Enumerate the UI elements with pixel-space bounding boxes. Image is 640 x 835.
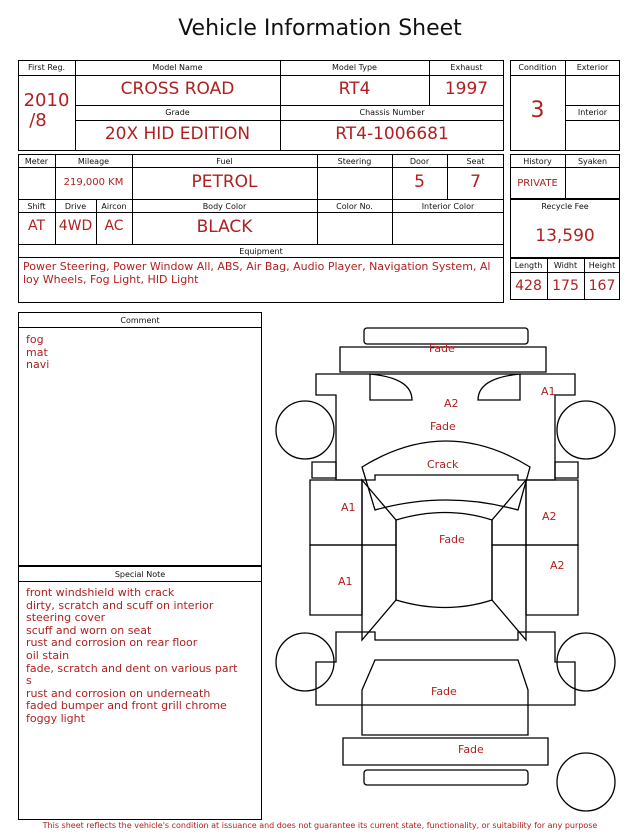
note-line: scuff and worn on seat <box>26 623 152 637</box>
right-mirror <box>555 462 578 478</box>
equipment-label: Equipment <box>239 247 283 256</box>
special-note-label: Special Note <box>114 570 166 579</box>
mark-right-front-door: A2 <box>542 510 557 523</box>
note-line: fade, scratch and dent on various part <box>26 661 238 675</box>
color-no-label: Color No. <box>336 202 373 211</box>
comment-line: fog <box>26 333 44 346</box>
note-line: s <box>26 674 32 688</box>
mileage-value: 219,000 KM <box>63 177 124 188</box>
fuel-value: PETROL <box>191 172 258 192</box>
mark-windshield: Crack <box>427 458 459 471</box>
right-rear-door-shape <box>526 545 578 615</box>
length-value: 428 <box>515 278 542 294</box>
equipment-line: Power Steering, Power Window All, ABS, Air Bag, Audio Player, Navigation System, Al <box>23 260 491 273</box>
model-name-value: CROSS ROAD <box>120 79 235 99</box>
seat-value: 7 <box>470 172 481 192</box>
comment-line: mat <box>26 345 48 359</box>
steering-label: Steering <box>337 157 372 166</box>
mark-front-bumper: Fade <box>429 342 455 355</box>
note-line: dirty, scratch and scuff on interior <box>26 598 214 612</box>
right-window-front <box>492 480 526 545</box>
left-rear-door-shape <box>310 545 362 615</box>
grade-value: 20X HID EDITION <box>104 124 251 144</box>
equipment-line: loy Wheels, Fog Light, HID Light <box>23 272 199 286</box>
rear-bumper-strip <box>364 770 528 785</box>
width-value: 175 <box>552 278 579 294</box>
note-line: steering cover <box>26 611 106 625</box>
drive-value: 4WD <box>58 218 93 234</box>
shift-label: Shift <box>27 202 46 211</box>
condition-value: 3 <box>530 98 545 123</box>
first-reg-year: 2010 <box>23 90 70 111</box>
body-color-value: BLACK <box>196 217 253 237</box>
exterior-label: Exterior <box>576 63 609 72</box>
mark-left-rear-door: A1 <box>338 575 353 588</box>
left-window-front <box>362 480 396 545</box>
mark-rear-bumper: Fade <box>458 743 484 756</box>
height-label: Height <box>588 261 616 270</box>
exhaust-label: Exhaust <box>450 63 483 72</box>
car-damage-diagram <box>268 320 628 820</box>
door-value: 5 <box>414 172 425 192</box>
front-right-wheel <box>557 401 615 459</box>
note-line: rust and corrosion on underneath <box>26 686 211 700</box>
length-label: Length <box>514 261 543 270</box>
width-label: Widht <box>553 261 578 270</box>
condition-label: Condition <box>518 63 557 72</box>
first-reg-label: First Reg. <box>27 63 66 72</box>
fuel-label: Fuel <box>216 157 233 166</box>
note-line: foggy light <box>26 711 85 725</box>
note-line: oil stain <box>26 648 70 662</box>
model-type-value: RT4 <box>338 79 371 99</box>
mark-hood-front: A2 <box>444 397 459 410</box>
model-name-label: Model Name <box>152 63 203 72</box>
rear-bumper-shape <box>343 738 548 765</box>
history-value: PRIVATE <box>517 178 558 189</box>
mark-right-rear-door: A2 <box>550 559 565 572</box>
model-type-label: Model Type <box>332 63 377 72</box>
seat-label: Seat <box>466 157 485 166</box>
first-reg-month: /8 <box>29 110 47 131</box>
chassis-number-label: Chassis Number <box>359 108 425 117</box>
interior-color-label: Interior Color <box>421 202 475 211</box>
syaken-label: Syaken <box>577 157 608 166</box>
left-mirror <box>312 462 336 478</box>
left-window-rear <box>362 545 396 640</box>
disclaimer-footer: This sheet reflects the vehicle's condition at issuance and does not guarantee its current state, functionality, or suitability for any purpose <box>42 821 598 830</box>
comment-line: navi <box>26 358 50 372</box>
headlight-right <box>478 374 520 400</box>
recycle-fee-label: Recycle Fee <box>541 202 589 211</box>
sheet-title: Vehicle Information Sheet <box>178 16 462 41</box>
shift-value: AT <box>27 218 46 234</box>
front-left-wheel <box>276 401 334 459</box>
history-label: History <box>523 157 552 166</box>
interior-label: Interior <box>577 108 608 117</box>
mark-hood: Fade <box>430 420 456 433</box>
right-window-rear <box>492 545 526 640</box>
door-label: Door <box>409 157 430 166</box>
equipment-list <box>23 261 501 286</box>
mark-roof: Fade <box>439 533 465 546</box>
comment-label: Comment <box>120 316 160 325</box>
recycle-fee-value: 13,590 <box>535 226 595 246</box>
special-note-list <box>26 587 258 726</box>
exhaust-value: 1997 <box>444 79 489 99</box>
note-line: front windshield with crack <box>26 586 175 599</box>
mark-right-front-fender: A1 <box>541 385 556 398</box>
spare-tire <box>557 753 615 811</box>
height-value: 167 <box>588 278 616 294</box>
aircon-label: Aircon <box>101 202 127 211</box>
note-line: rust and corrosion on rear floor <box>26 636 198 650</box>
meter-label: Meter <box>24 157 49 166</box>
mileage-label: Mileage <box>77 157 110 166</box>
comment-list <box>26 334 256 372</box>
body-color-label: Body Color <box>202 202 247 211</box>
mark-left-front-door: A1 <box>341 501 356 514</box>
chassis-number-value: RT4-1006681 <box>335 124 449 144</box>
drive-label: Drive <box>64 202 87 211</box>
mark-tailgate: Fade <box>431 685 457 698</box>
grade-label: Grade <box>165 108 190 117</box>
headlight-left <box>370 374 412 400</box>
note-line: faded bumper and front grill chrome <box>26 699 227 713</box>
roof-shape <box>396 513 492 608</box>
aircon-value: AC <box>104 218 124 234</box>
